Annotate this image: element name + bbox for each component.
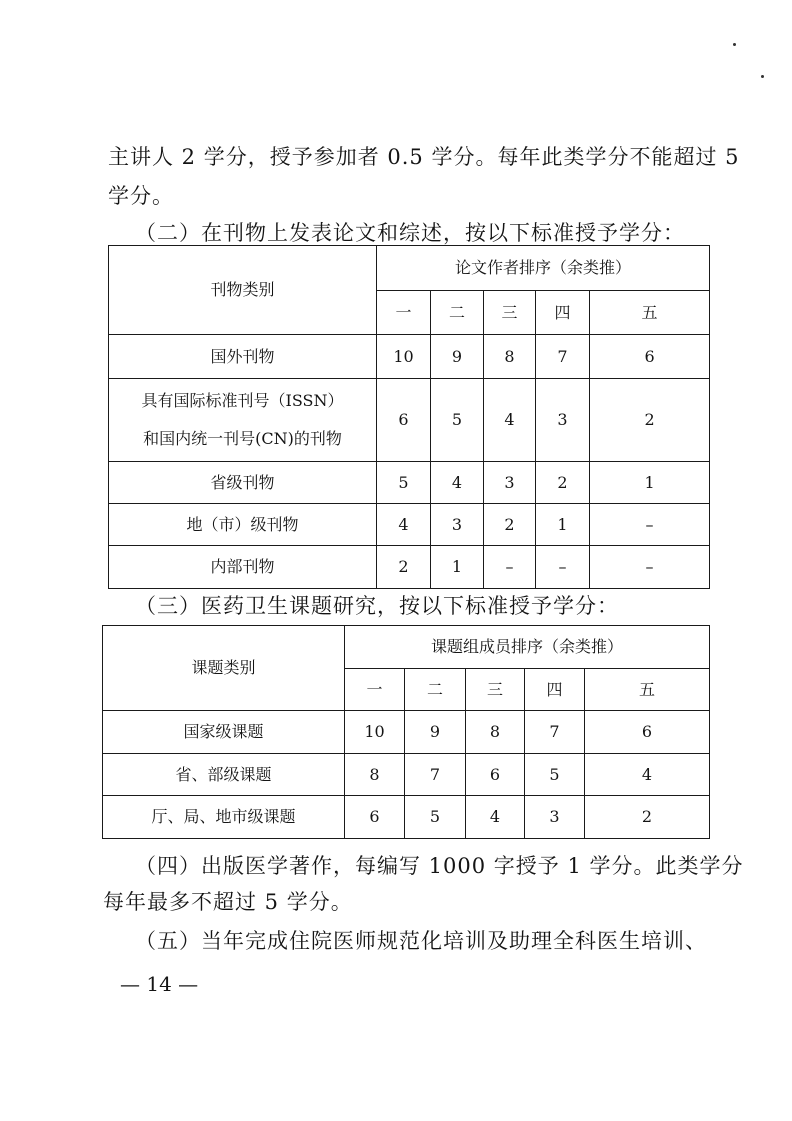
cell-value: 8 bbox=[466, 711, 525, 754]
table-row bbox=[109, 462, 710, 504]
cell-value: 6 bbox=[585, 711, 710, 754]
table-row bbox=[103, 754, 710, 796]
table-row bbox=[109, 379, 710, 462]
cell-value: 8 bbox=[484, 335, 536, 379]
rank-header: 三 bbox=[484, 291, 536, 335]
table-row bbox=[103, 796, 710, 839]
rank-header: 一 bbox=[345, 669, 405, 711]
rank-header: 五 bbox=[585, 669, 710, 711]
cell-value: – bbox=[590, 546, 710, 589]
cell-value: 6 bbox=[466, 754, 525, 796]
table-row bbox=[103, 711, 710, 754]
row-category: 地（市）级刊物 bbox=[109, 504, 377, 546]
page-number: — 14 — bbox=[120, 972, 199, 996]
cell-value: – bbox=[536, 546, 590, 589]
cell-value: 1 bbox=[590, 462, 710, 504]
project-credits-table bbox=[102, 625, 710, 839]
row-category-line: 具有国际标准刊号（ISSN） bbox=[141, 391, 344, 410]
scan-speck bbox=[733, 43, 736, 46]
rank-header: 一 bbox=[377, 291, 431, 335]
cell-value: 5 bbox=[377, 462, 431, 504]
cell-value: 3 bbox=[536, 379, 590, 462]
cell-value: 6 bbox=[345, 796, 405, 839]
cell-value: 10 bbox=[377, 335, 431, 379]
rank-header: 二 bbox=[431, 291, 484, 335]
cell-value: 7 bbox=[405, 754, 466, 796]
row-category: 厅、局、地市级课题 bbox=[103, 796, 345, 839]
category-header: 课题类别 bbox=[103, 626, 345, 711]
cell-value: 2 bbox=[484, 504, 536, 546]
rank-header: 四 bbox=[536, 291, 590, 335]
cell-value: 2 bbox=[536, 462, 590, 504]
rank-header: 三 bbox=[466, 669, 525, 711]
cell-value: 9 bbox=[405, 711, 466, 754]
section-heading: （二）在刊物上发表论文和综述，按以下标准授予学分： bbox=[135, 221, 685, 245]
cell-value: 1 bbox=[431, 546, 484, 589]
row-category: 内部刊物 bbox=[109, 546, 377, 589]
group-header: 课题组成员排序（余类推） bbox=[345, 626, 710, 669]
section-heading: （五）当年完成住院医师规范化培训及助理全科医生培训、 bbox=[135, 929, 707, 953]
table-row bbox=[109, 504, 710, 546]
cell-value: 5 bbox=[431, 379, 484, 462]
row-category: 省级刊物 bbox=[109, 462, 377, 504]
scan-speck bbox=[761, 75, 764, 78]
paragraph-line: 学分。 bbox=[108, 184, 174, 208]
journal-credits-table bbox=[108, 245, 710, 589]
row-category bbox=[109, 379, 377, 462]
cell-value: 9 bbox=[431, 335, 484, 379]
cell-value: 4 bbox=[585, 754, 710, 796]
category-header: 刊物类别 bbox=[109, 246, 377, 335]
cell-value: 4 bbox=[431, 462, 484, 504]
section-heading: （三）医药卫生课题研究，按以下标准授予学分： bbox=[135, 594, 619, 618]
group-header: 论文作者排序（余类推） bbox=[377, 246, 710, 291]
cell-value: – bbox=[590, 504, 710, 546]
row-category: 国外刊物 bbox=[109, 335, 377, 379]
cell-value: 2 bbox=[590, 379, 710, 462]
row-category: 国家级课题 bbox=[103, 711, 345, 754]
table-row bbox=[109, 546, 710, 589]
cell-value: 8 bbox=[345, 754, 405, 796]
cell-value: 6 bbox=[590, 335, 710, 379]
cell-value: 5 bbox=[525, 754, 585, 796]
rank-header: 四 bbox=[525, 669, 585, 711]
cell-value: 4 bbox=[466, 796, 525, 839]
cell-value: 3 bbox=[525, 796, 585, 839]
table-row bbox=[109, 335, 710, 379]
cell-value: 10 bbox=[345, 711, 405, 754]
row-category: 省、部级课题 bbox=[103, 754, 345, 796]
cell-value: – bbox=[484, 546, 536, 589]
cell-value: 7 bbox=[536, 335, 590, 379]
paragraph-line: 主讲人 2 学分，授予参加者 0.5 学分。每年此类学分不能超过 5 bbox=[108, 145, 740, 169]
cell-value: 7 bbox=[525, 711, 585, 754]
section-heading: （四）出版医学著作，每编写 1000 字授予 1 学分。此类学分 bbox=[135, 854, 744, 878]
paragraph-line: 每年最多不超过 5 学分。 bbox=[103, 890, 353, 914]
cell-value: 2 bbox=[377, 546, 431, 589]
rank-header: 五 bbox=[590, 291, 710, 335]
cell-value: 4 bbox=[484, 379, 536, 462]
cell-value: 1 bbox=[536, 504, 590, 546]
row-category-line: 和国内统一刊号(CN)的刊物 bbox=[143, 429, 342, 448]
cell-value: 6 bbox=[377, 379, 431, 462]
cell-value: 5 bbox=[405, 796, 466, 839]
rank-header: 二 bbox=[405, 669, 466, 711]
cell-value: 3 bbox=[484, 462, 536, 504]
cell-value: 3 bbox=[431, 504, 484, 546]
cell-value: 4 bbox=[377, 504, 431, 546]
cell-value: 2 bbox=[585, 796, 710, 839]
